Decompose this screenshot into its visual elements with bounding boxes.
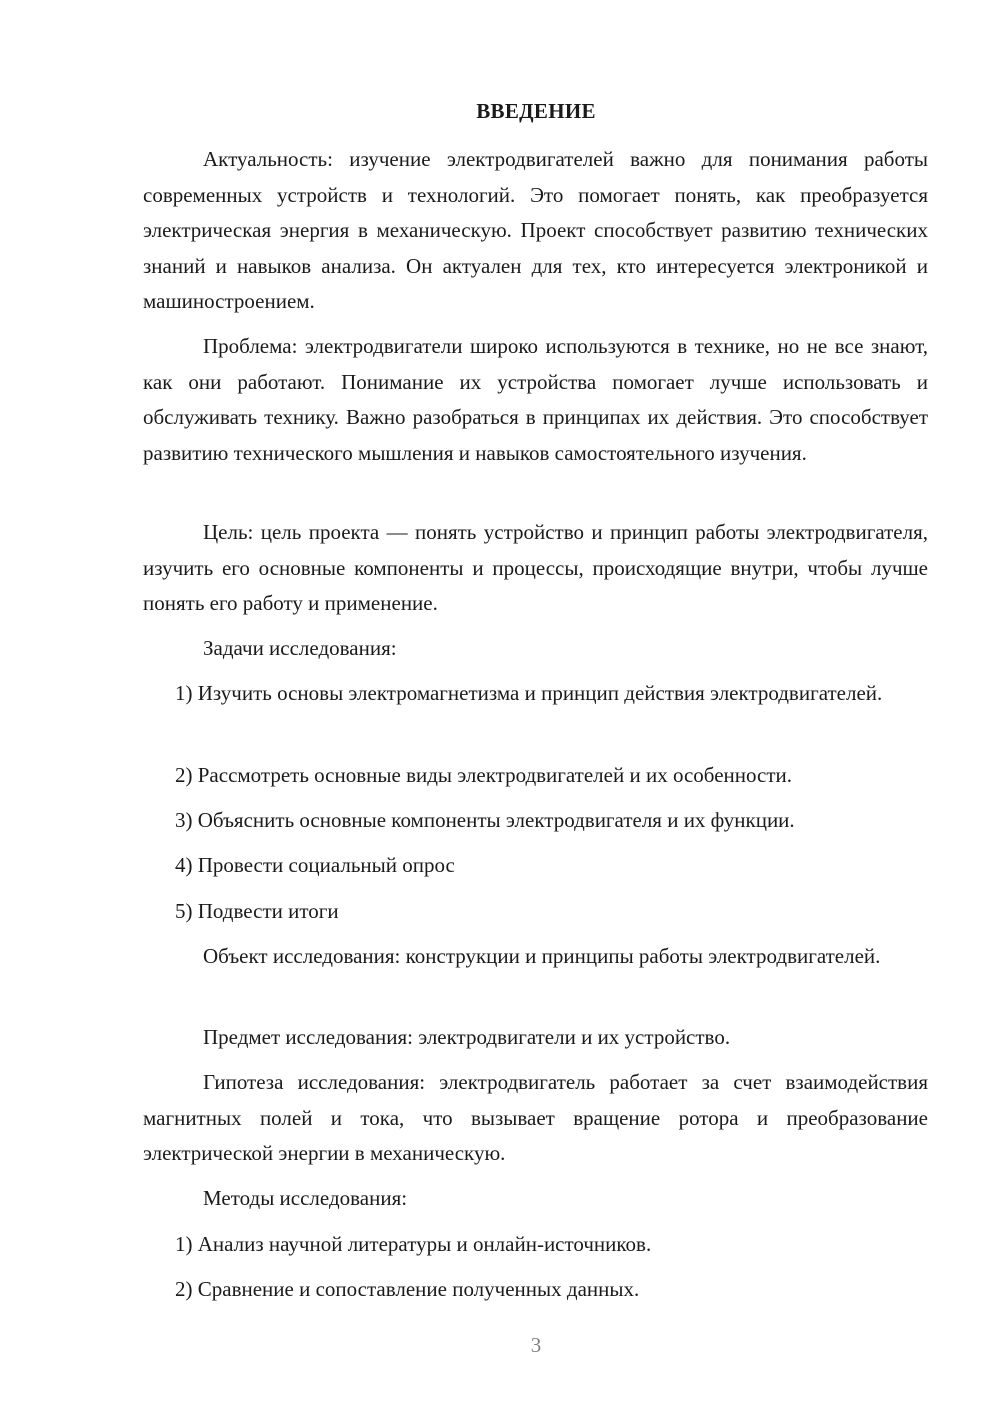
section-heading: ВВЕДЕНИЕ xyxy=(476,99,596,123)
paragraph-object: Объект исследования: конструкции и принципы работы электродвигателей. xyxy=(203,944,881,968)
task-item-5: 5) Подвести итоги xyxy=(175,899,339,923)
task-item-2: 2) Рассмотреть основные виды электродвигателей и их особенности. xyxy=(175,763,793,787)
task-item-3: 3) Объяснить основные компоненты электродвигателя и их функции. xyxy=(175,808,795,832)
task-item-4: 4) Провести социальный опрос xyxy=(175,853,455,877)
paragraph-hypothesis: Гипотеза исследования: электродвигатель работает за счет взаимодействия магнитных полей и тока, что вызывает вращение ротора и преобразование электрической энергии в механическую. xyxy=(143,1070,928,1165)
paragraph-problem: Проблема: электродвигатели широко используются в технике, но не все знают, как они работают. Понимание их устройства помогает лучше использовать и обслуживать технику. Важно разобраться в принципах их действия. Это способствует развитию технического мышления и навыков самостоятельного изучения. xyxy=(143,334,928,465)
paragraph-tasks-label: Задачи исследования: xyxy=(203,636,397,660)
method-item-2: 2) Сравнение и сопоставление полученных данных. xyxy=(175,1277,640,1301)
paragraph-methods-label: Методы исследования: xyxy=(203,1186,408,1210)
task-item-1: 1) Изучить основы электромагнетизма и принцип действия электродвигателей. xyxy=(175,681,883,705)
paragraph-relevance: Актуальность: изучение электродвигателей важно для понимания работы современных устройств и технологий. Это помогает понять, как преобразуется электрическая энергия в механическую. Проект способствует развитию технических знаний и навыков анализа. Он актуален для тех, кто интересуется электроникой и машиностроением. xyxy=(143,147,928,313)
method-item-1: 1) Анализ научной литературы и онлайн-источников. xyxy=(175,1232,652,1256)
paragraph-subject: Предмет исследования: электродвигатели и их устройство. xyxy=(203,1025,731,1049)
page-number: 3 xyxy=(530,1333,542,1357)
paragraph-goal: Цель: цель проекта — понять устройство и принцип работы электродвигателя, изучить его основные компоненты и процессы, происходящие внутри, чтобы лучше понять его работу и применение. xyxy=(143,520,928,615)
